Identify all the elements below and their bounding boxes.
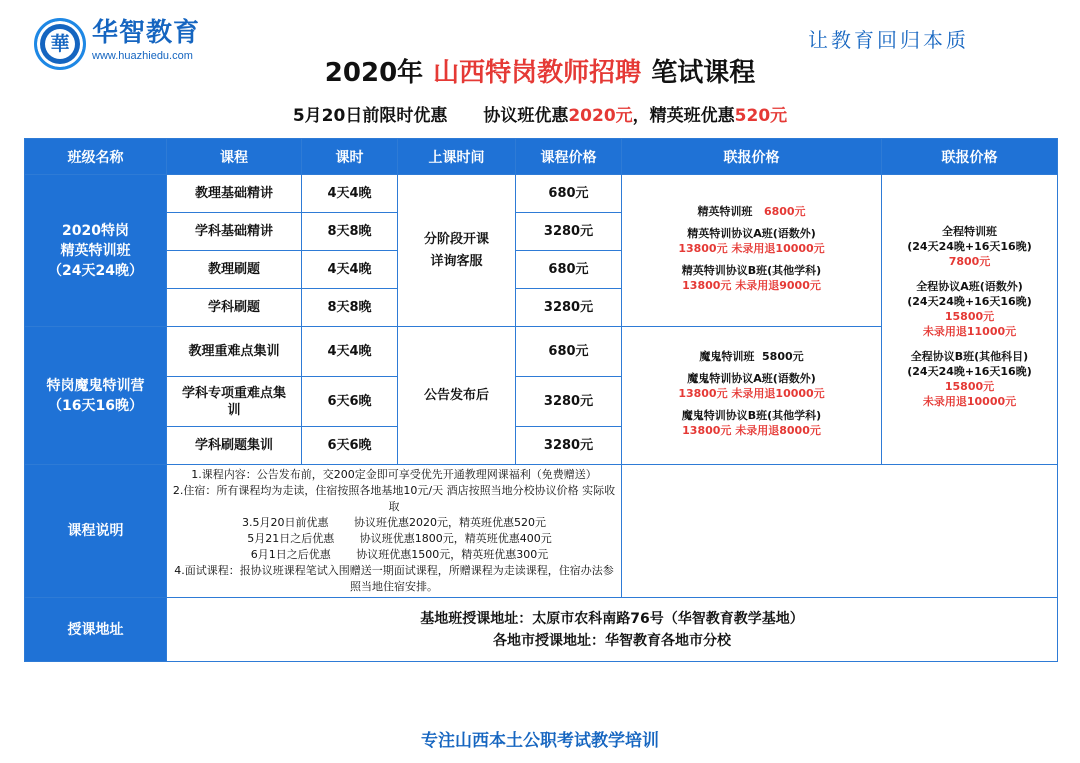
hours-cell: 4天4晚: [302, 251, 398, 289]
package-item: 精英特训协议A班(语数外) 13800元 未录用退10000元: [678, 227, 825, 255]
group2-packages: [622, 327, 882, 465]
all-in-item: 全程特训班 (24天24晚+16天16晚) 7800元: [907, 225, 1032, 268]
promo-agreement-label: 协议班优惠: [483, 106, 569, 126]
note-line: 2.住宿：所有课程均为走读，住宿按照各地基地10元/天 酒店按照当地分校协议价格 实际收取: [172, 484, 616, 513]
title-prefix: 2020年: [324, 58, 424, 88]
package-item: 精英特训协议B班(其他学科) 13800元 未录用退9000元: [681, 264, 822, 292]
table-header-row: [25, 139, 1058, 175]
course-cell: 教理重难点集训: [167, 327, 302, 377]
package-item: 魔鬼特训班 5800元: [699, 350, 804, 363]
promo-elite-value: 520元: [734, 106, 788, 126]
course-cell: 学科专项重难点集训: [167, 377, 302, 427]
note-line: 5月21日之后优惠 协议班优惠1800元，精英班优惠400元: [236, 532, 552, 545]
note-line: 6月1日之后优惠 协议班优惠1500元，精英班优惠300元: [239, 548, 549, 561]
price-cell: 680元: [516, 251, 622, 289]
notes-row: [25, 465, 1058, 598]
header-hours: 课时: [302, 139, 398, 175]
group2-name: 特岗魔鬼特训营 （16天16晚）: [25, 327, 167, 465]
hours-cell: 6天6晚: [302, 427, 398, 465]
note-line: 4.面试课程：报协议班课程笔试入围赠送一期面试课程，所赠课程为走读课程，住宿办法参照当地住宿安排。: [174, 564, 614, 593]
course-cell: 学科刷题集训: [167, 427, 302, 465]
note-line: 3.5月20日前优惠 协议班优惠2020元，精英班优惠520元: [242, 516, 546, 529]
price-cell: 680元: [516, 327, 622, 377]
header-course: 课程: [167, 139, 302, 175]
group2-schedule: 公告发布后: [398, 327, 516, 465]
promo-elite-label: ，精英班优惠: [632, 106, 735, 126]
course-cell: 教理刷题: [167, 251, 302, 289]
package-item: 精英特训班 6800元: [697, 205, 806, 218]
package-item: 魔鬼特训协议B班(其他学科) 13800元 未录用退8000元: [681, 409, 822, 437]
hours-cell: 4天4晚: [302, 175, 398, 213]
hours-cell: 4天4晚: [302, 327, 398, 377]
course-table: [24, 138, 1058, 662]
header-class-name: 班级名称: [25, 139, 167, 175]
logo-url: www.huazhiedu.com: [92, 50, 193, 62]
price-cell: 680元: [516, 175, 622, 213]
address-label: 授课地址: [25, 598, 167, 662]
table-row: [25, 175, 1058, 213]
header-bundle-price: 联报价格: [622, 139, 882, 175]
promo-early: 5月20日前限时优惠: [292, 106, 448, 126]
header-bundle-price-2: 联报价格: [882, 139, 1058, 175]
group1-packages: [622, 175, 882, 327]
all-in-item: 全程协议A班(语数外) (24天24晚+16天16晚) 15800元 未录用退11000元: [907, 280, 1032, 338]
page-title: [0, 52, 1080, 89]
group1-name: 2020特岗 精英特训班 （24天24晚）: [25, 175, 167, 327]
title-highlight: 山西特岗教师招聘: [433, 58, 642, 88]
address-line: 基地班授课地址：太原市农科南路76号（华智教育教学基地）: [420, 610, 804, 627]
logo-emblem-char: 華: [45, 29, 75, 59]
hours-cell: 6天6晚: [302, 377, 398, 427]
all-in-packages: [882, 175, 1058, 465]
course-cell: 教理基础精讲: [167, 175, 302, 213]
price-cell: 3280元: [516, 213, 622, 251]
note-line: 1.课程内容：公告发布前，交200定金即可享受优先开通教理网课福利（免费赠送）: [191, 468, 597, 481]
title-suffix: 笔试课程: [651, 58, 756, 88]
notes-empty: [622, 465, 1058, 598]
package-item: 魔鬼特训协议A班(语数外) 13800元 未录用退10000元: [678, 372, 825, 400]
hours-cell: 8天8晚: [302, 213, 398, 251]
all-in-item: 全程协议B班(其他科目) (24天24晚+16天16晚) 15800元 未录用退10000元: [907, 350, 1032, 408]
header-course-price: 课程价格: [516, 139, 622, 175]
address-content: [167, 598, 1058, 662]
address-line: 各地市授课地址：华智教育各地市分校: [493, 632, 731, 649]
group1-schedule: 分阶段开课 详询客服: [398, 175, 516, 327]
slogan: 让教育回归本质: [808, 28, 969, 52]
promo-subtitle: [0, 101, 1080, 126]
address-row: [25, 598, 1058, 662]
course-cell: 学科基础精讲: [167, 213, 302, 251]
hours-cell: 8天8晚: [302, 289, 398, 327]
notes-label: 课程说明: [25, 465, 167, 598]
course-cell: 学科刷题: [167, 289, 302, 327]
header-schedule: 上课时间: [398, 139, 516, 175]
promo-agreement-value: 2020元: [568, 106, 633, 126]
price-cell: 3280元: [516, 377, 622, 427]
price-cell: 3280元: [516, 289, 622, 327]
footer-tagline: 专注山西本土公职考试教学培训: [421, 731, 659, 751]
price-cell: 3280元: [516, 427, 622, 465]
notes-content: [167, 465, 622, 598]
logo-name: 华智教育: [92, 18, 201, 48]
